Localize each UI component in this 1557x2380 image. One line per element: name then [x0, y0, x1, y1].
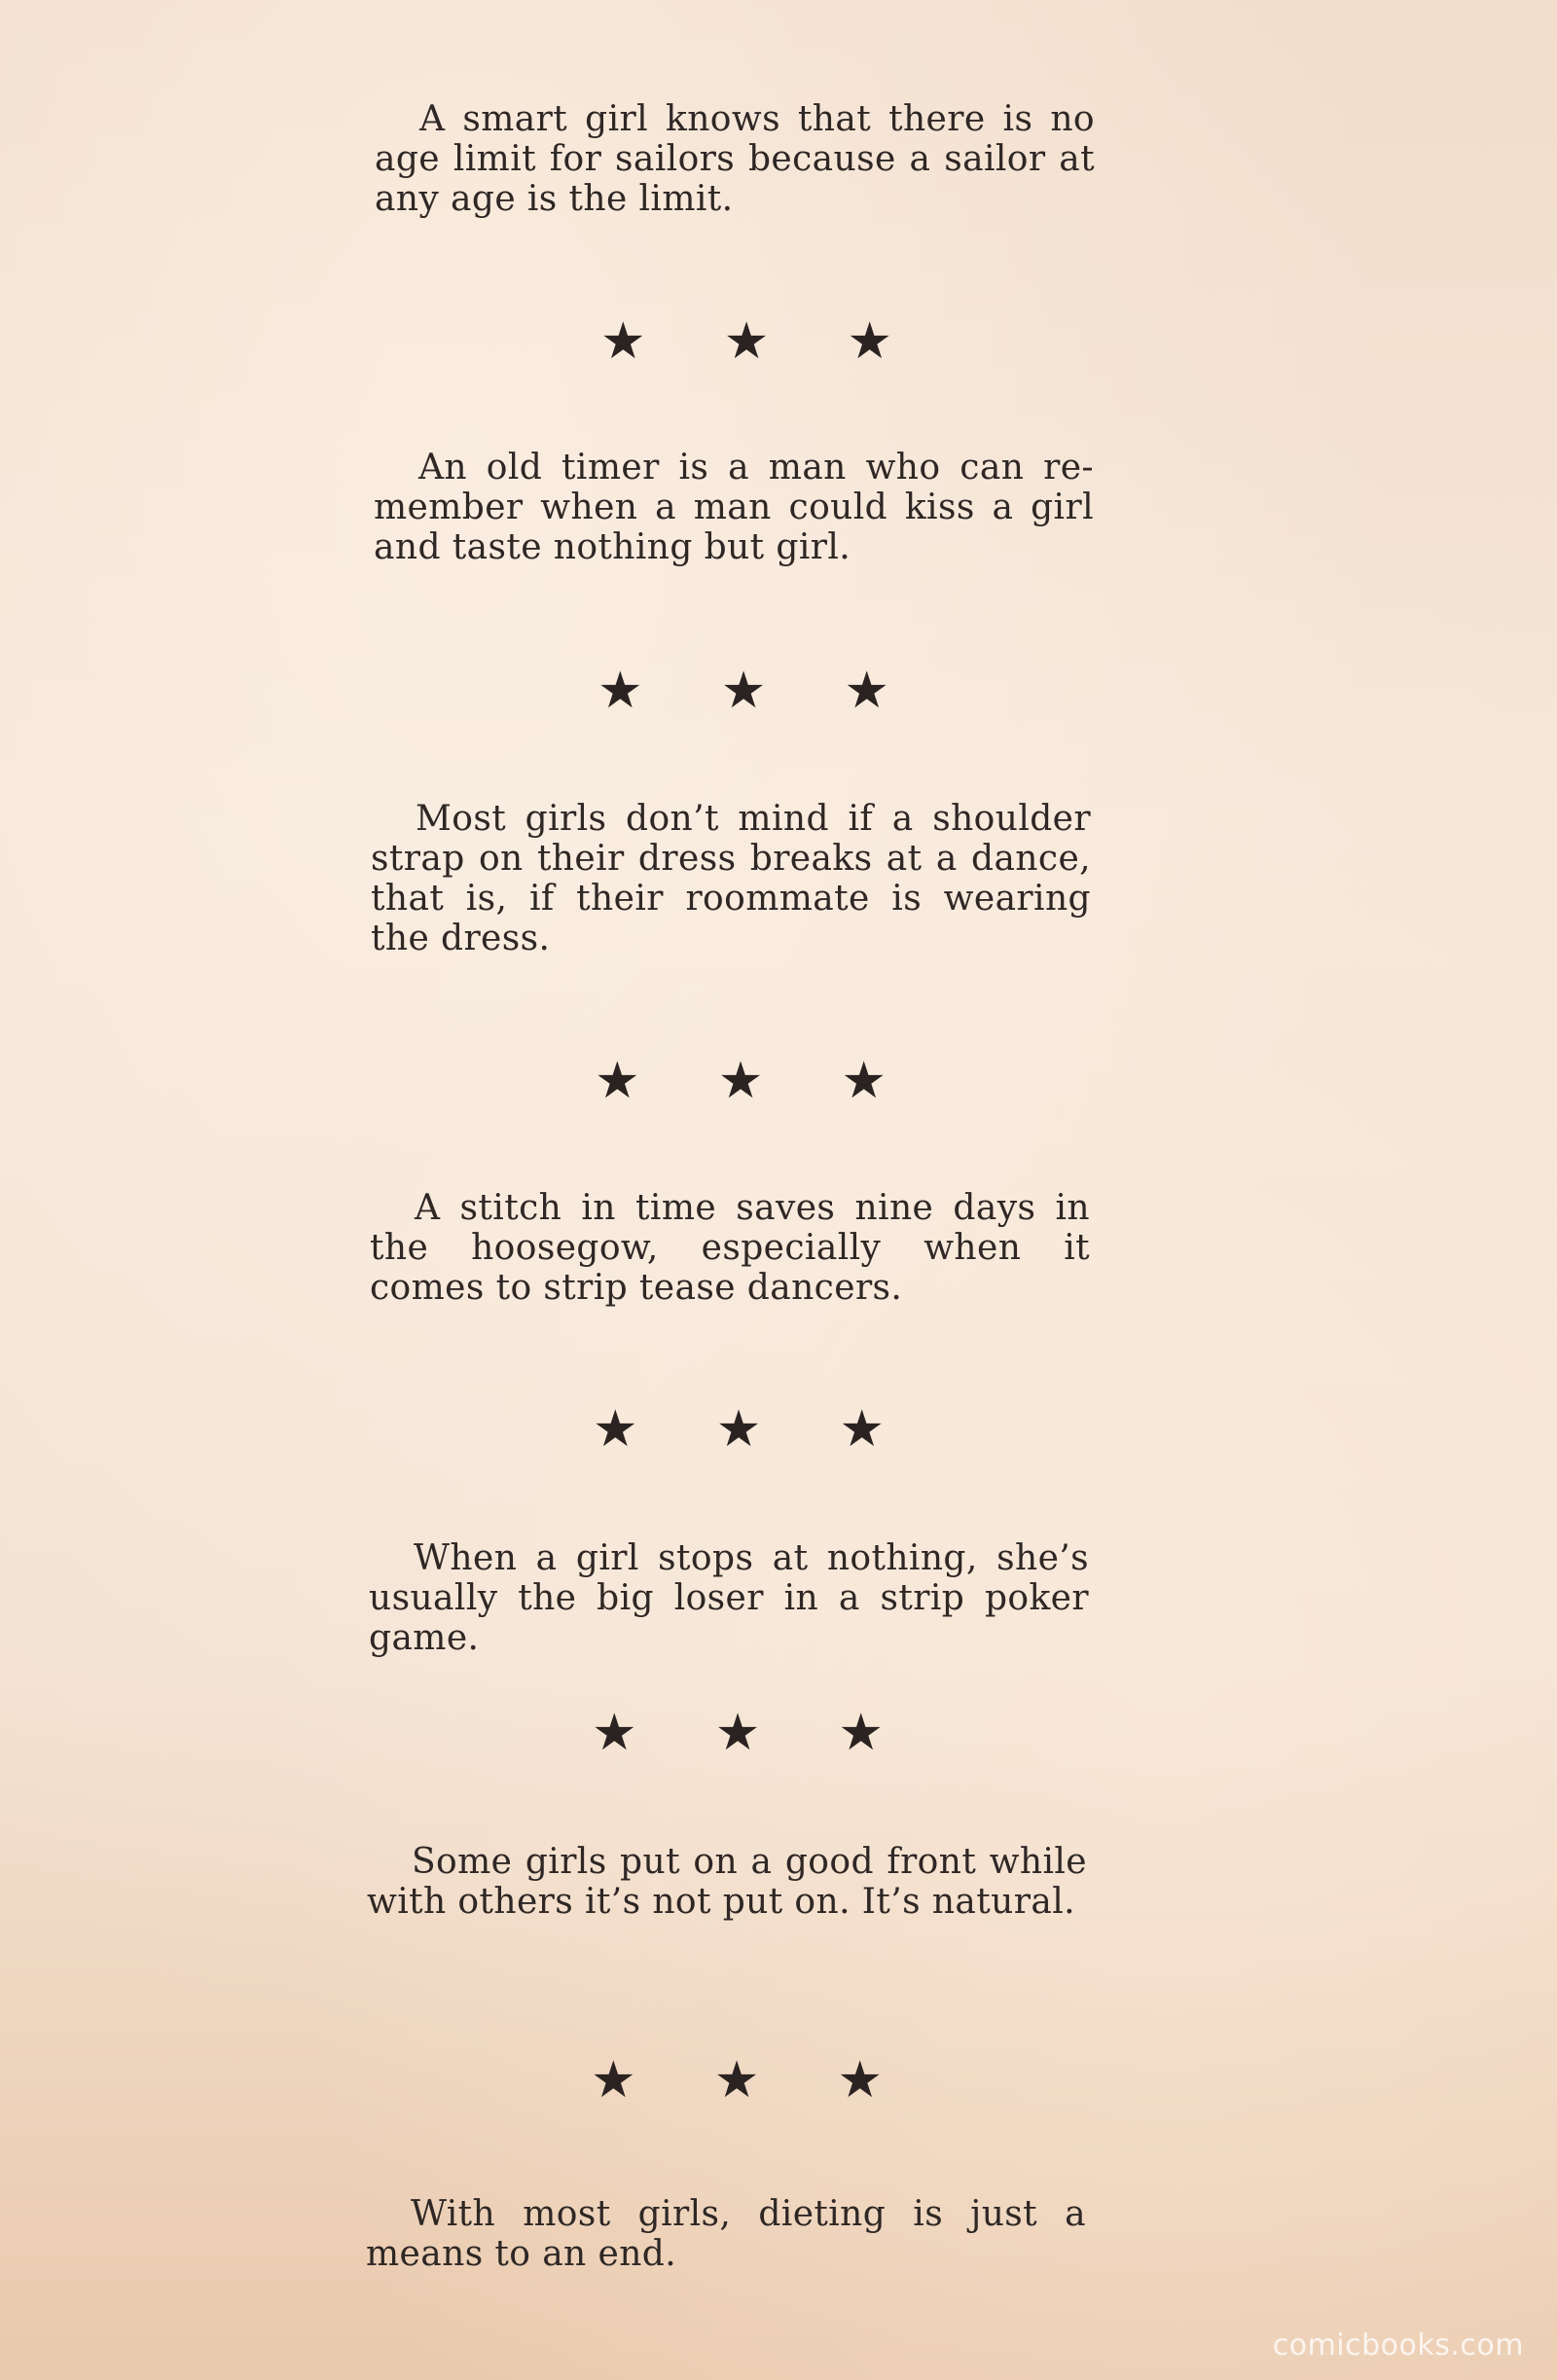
star-icon: ★: [723, 312, 770, 371]
star-icon: ★: [838, 1704, 884, 1762]
joke-7: With most girls, dieting is just a means to an end.: [366, 2194, 1086, 2274]
star-separator-2: [597, 662, 889, 720]
star-icon: ★: [600, 312, 646, 371]
star-separator-4: [593, 1400, 885, 1459]
star-icon: ★: [844, 662, 889, 720]
star-icon: ★: [837, 2051, 883, 2110]
star-separator-6: [591, 2051, 883, 2110]
watermark: comicbooks.com: [1272, 2328, 1524, 2362]
star-separator-3: [595, 1052, 887, 1110]
joke-2: An old timer is a man who can re-member when a man could kiss a girl and taste nothing but girl.: [374, 448, 1094, 567]
star-icon: ★: [847, 312, 892, 371]
star-icon: ★: [595, 1052, 640, 1110]
joke-4: A stitch in time saves nine days in the hoosegow, especially when it comes to strip tease dancers.: [370, 1188, 1090, 1308]
joke-6: Some girls put on a good front while with others it’s not put on. It’s natural.: [367, 1842, 1087, 1922]
star-icon: ★: [592, 1704, 637, 1762]
star-icon: ★: [841, 1052, 887, 1110]
star-icon: ★: [717, 1052, 764, 1110]
star-icon: ★: [715, 1400, 762, 1459]
star-icon: ★: [714, 1704, 761, 1762]
star-separator-1: [600, 312, 892, 371]
star-icon: ★: [720, 662, 767, 720]
star-separator-5: [592, 1704, 884, 1762]
star-icon: ★: [597, 662, 643, 720]
star-icon: ★: [593, 1400, 638, 1459]
joke-5: When a girl stops at nothing, she’s usually the big loser in a strip poker game.: [369, 1538, 1089, 1658]
joke-1: A smart girl knows that there is no age limit for sailors because a sailor at any age is the limit.: [375, 99, 1095, 219]
star-icon: ★: [591, 2051, 636, 2110]
star-icon: ★: [839, 1400, 885, 1459]
star-icon: ★: [713, 2051, 760, 2110]
joke-3: Most girls don’t mind if a shoulder strap on their dress breaks at a dance, that is, if their roommate is wearing the dress.: [371, 799, 1091, 958]
